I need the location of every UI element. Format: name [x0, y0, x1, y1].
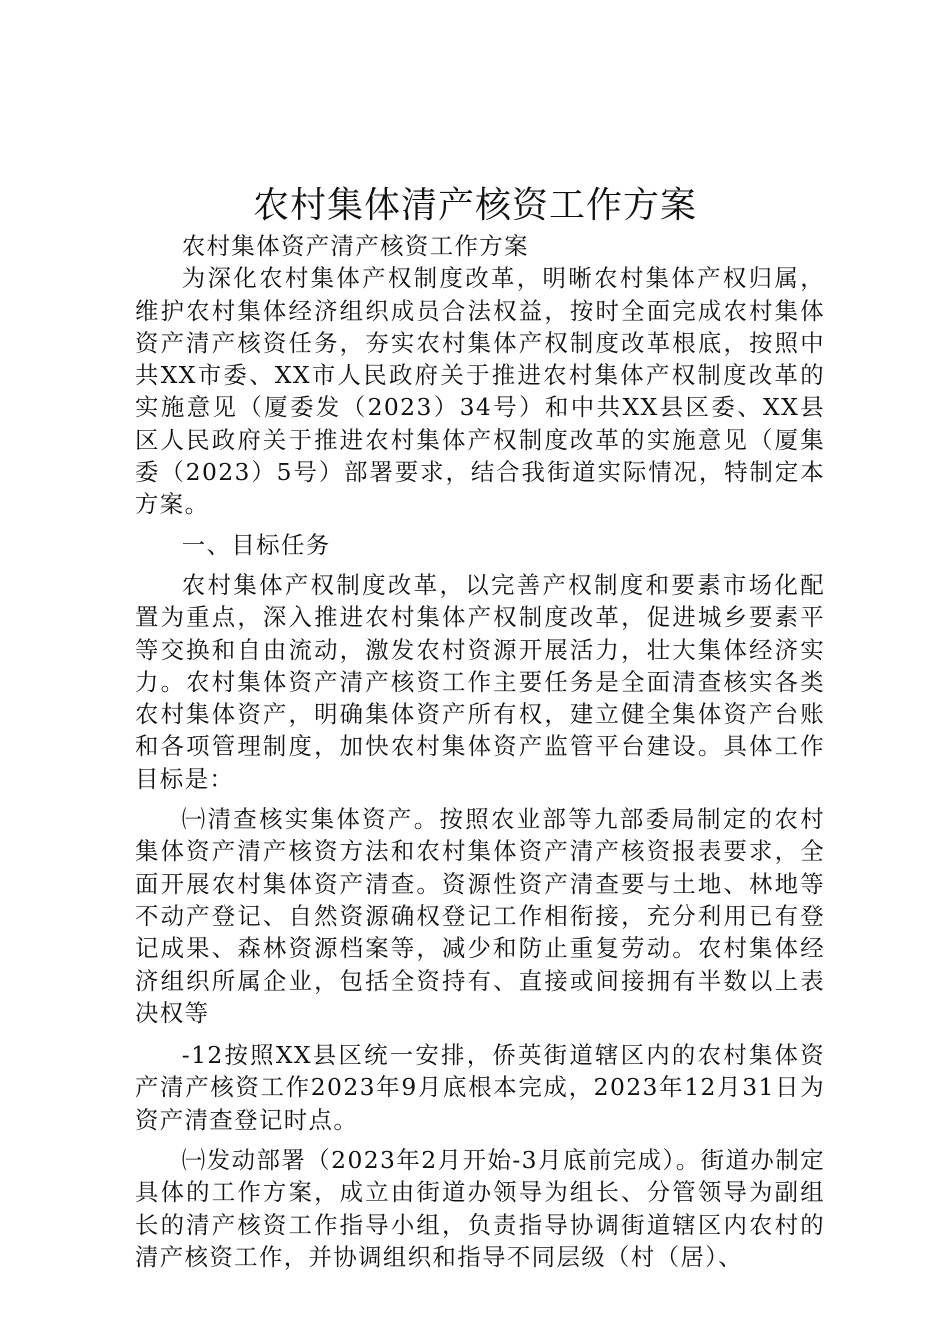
intro-paragraph: 为深化农村集体产权制度改革，明晰农村集体产权归属，维护农村集体经济组织成员合法权益，按时全面完成农村集体资产清产核资任务，夯实农村集体产权制度改革根底，按照中共XX市委、XX市人民政府关于推进农村集体产权制度改革的实施意见（厦委发（2023）34号）和中共XX县区委、XX县区人民政府关于推进农村集体产权制度改革的实施意见（厦集委（2023）5号）部署要求，结合我街道实际情况，特制定本方案。: [135, 264, 825, 519]
mobilization-paragraph: ㈠发动部署（2023年2月开始-3月底前完成）。街道办制定具体的工作方案，成立由街道办领导为组长、分管领导为副组长的清产核资工作指导小组，负责指导协调街道辖区内农村的清产核资工作，并协调组织和指导不同层级（村（居）、: [135, 1146, 825, 1271]
document-body: [135, 230, 825, 1273]
schedule-paragraph: -12按照XX县区统一安排，侨英街道辖区内的农村集体资产清产核资工作2023年9月底根本完成，2023年12月31日为资产清查登记时点。: [135, 1041, 825, 1134]
asset-check-paragraph: ㈠清查核实集体资产。按照农业部等九部委局制定的农村集体资产清产核资方法和农村集体资产清产核资报表要求，全面开展农村集体资产清查。资源性资产清查要与土地、林地等不动产登记、自然资源确权登记工作相衔接，充分利用已有登记成果、森林资源档案等，减少和防止重复劳动。农村集体经济组织所属企业，包括全资持有、直接或间接拥有半数以上表决权等: [135, 805, 825, 1027]
document-title: 农村集体清产核资工作方案: [252, 185, 697, 226]
subtitle-paragraph: 农村集体资产清产核资工作方案: [181, 232, 529, 260]
section-heading-goals: 一、目标任务: [181, 530, 331, 559]
goals-paragraph: 农村集体产权制度改革，以完善产权制度和要素市场化配置为重点，深入推进农村集体产权制度改革，促进城乡要素平等交换和自由流动，激发农村资源开展活力，壮大集体经济实力。农村集体资产清产核资工作主要任务是全面清查核实各类农村集体资产，明确集体资产所有权，建立健全集体资产台账和各项管理制度，加快农村集体资产监管平台建设。具体工作目标是：: [135, 570, 825, 793]
